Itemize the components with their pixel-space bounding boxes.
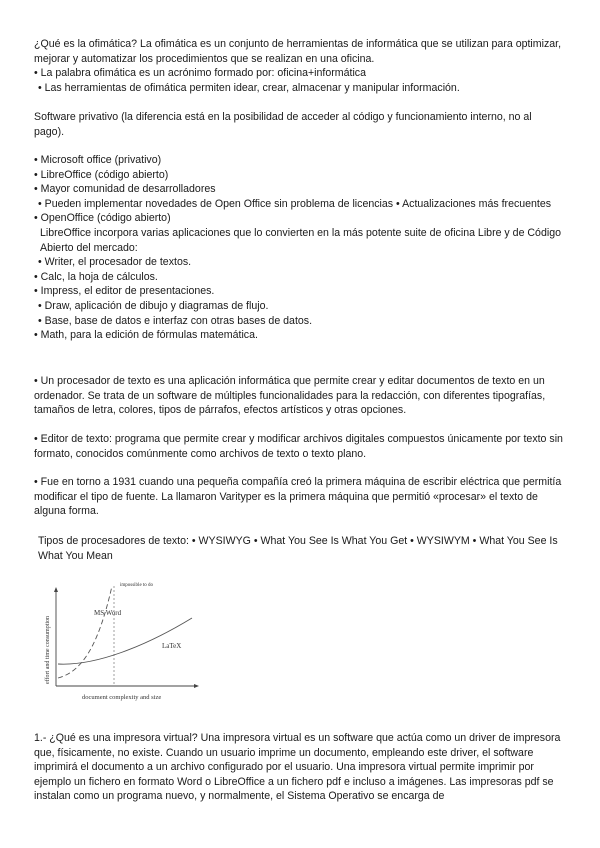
editor-paragraph: • Editor de texto: programa que permite crear y modificar archivos digitales compuestos únicamente por texto sin formato, conocidos comúnmente como archivos de texto o texto plano. [34, 433, 563, 460]
list-item: • Writer, el procesador de textos. [38, 256, 192, 269]
intro-bullet: • Las herramientas de ofimática permiten idear, crear, almacenar y manipular información. [38, 81, 460, 94]
y-axis-arrow [54, 587, 58, 592]
history-section [34, 475, 564, 519]
history-paragraph: • Fue en torno a 1931 cuando una pequeña compañía creó la primera máquina de escribir eléctrica que permitía modificar el tipo de fuente. La llamaron Varityper es la primera máquina que permitió «procesar» el texto de alguna forma. [34, 476, 562, 518]
list-item: • Calc, la hoja de cálculos. [34, 270, 158, 283]
types-section [34, 534, 564, 563]
virtual-printer-paragraph: 1.- ¿Qué es una impresora virtual? Una impresora virtual es un software que actúa como un driver de impresora que, físicamente, no existe. Cuando un usuario imprime un documento, empleando este driver, el software imprimirá el documento a un archivo configurado por el usuario. Una impresora virtual permite imprimir por ejemplo un fichero en formato Word o LibreOffice a un fichero pdf e incluso a imágenes. Las impresoras pdf se instalan como un programa nuevo, y normalmente, el Sistema Operativo se encarga de [34, 732, 561, 803]
list-item: • Base, base de datos e interfaz con otras bases de datos. [38, 314, 313, 327]
chart-svg [36, 578, 206, 708]
x-axis-arrow [194, 684, 199, 688]
list-item: • LibreOffice (código abierto) [34, 168, 169, 181]
series-label-latex: LaTeX [162, 642, 182, 650]
processor-section [34, 374, 564, 418]
office-list [34, 153, 564, 343]
list-item: • OpenOffice (código abierto) [34, 212, 171, 225]
intro-bullet: • La palabra ofimática es un acrónimo formado por: oficina+informática [34, 67, 366, 80]
list-item: • Impress, el editor de presentaciones. [34, 285, 215, 298]
intro-section [34, 37, 564, 95]
editor-section [34, 432, 564, 461]
list-item: • Draw, aplicación de dibujo y diagramas de flujo. [38, 299, 269, 312]
y-axis-label: effort and time consumption [45, 615, 51, 684]
virtual-printer-section [34, 731, 564, 804]
list-item: • Mayor comunidad de desarrolladores [34, 183, 216, 196]
list-item: • Pueden implementar novedades de Open Office sin problema de licencias • Actualizaciones más frecuentes [38, 197, 552, 210]
annotation-label: impossible to do [120, 583, 154, 588]
list-item: • Math, para la edición de fórmulas matemática. [34, 329, 258, 342]
series-label-ms-word: MS Word [94, 609, 122, 617]
processor-paragraph: • Un procesador de texto es una aplicación informática que permite crear y editar documentos de texto en un ordenador. Se trata de un software de múltiples funcionalidades para la redacción, con diferentes tipografías, tamaños de letra, colores, tipos de párrafos, efectos artísticos y otras opciones. [34, 375, 546, 417]
intro-paragraph: ¿Qué es la ofimática? La ofimática es un conjunto de herramientas de informática que se utilizan para optimizar, mejorar y automatizar los procedimientos que se realizan en una oficina. [34, 38, 562, 65]
types-paragraph: Tipos de procesadores de texto: • WYSIWYG • What You See Is What You Get • WYSIWYM • What You See Is What You Mean [38, 535, 558, 562]
x-axis-label: document complexity and size [82, 694, 162, 701]
software-section [34, 110, 564, 139]
list-item: • Microsoft office (privativo) [34, 154, 162, 166]
software-heading: Software privativo (la diferencia está en la posibilidad de acceder al código y funcionamiento interno, no al pago). [34, 111, 532, 138]
effort-complexity-chart [36, 578, 206, 708]
list-item: LibreOffice incorpora varias aplicaciones que lo convierten en la más potente suite de oficina Libre y de Código Abierto del mercado: [40, 226, 561, 254]
